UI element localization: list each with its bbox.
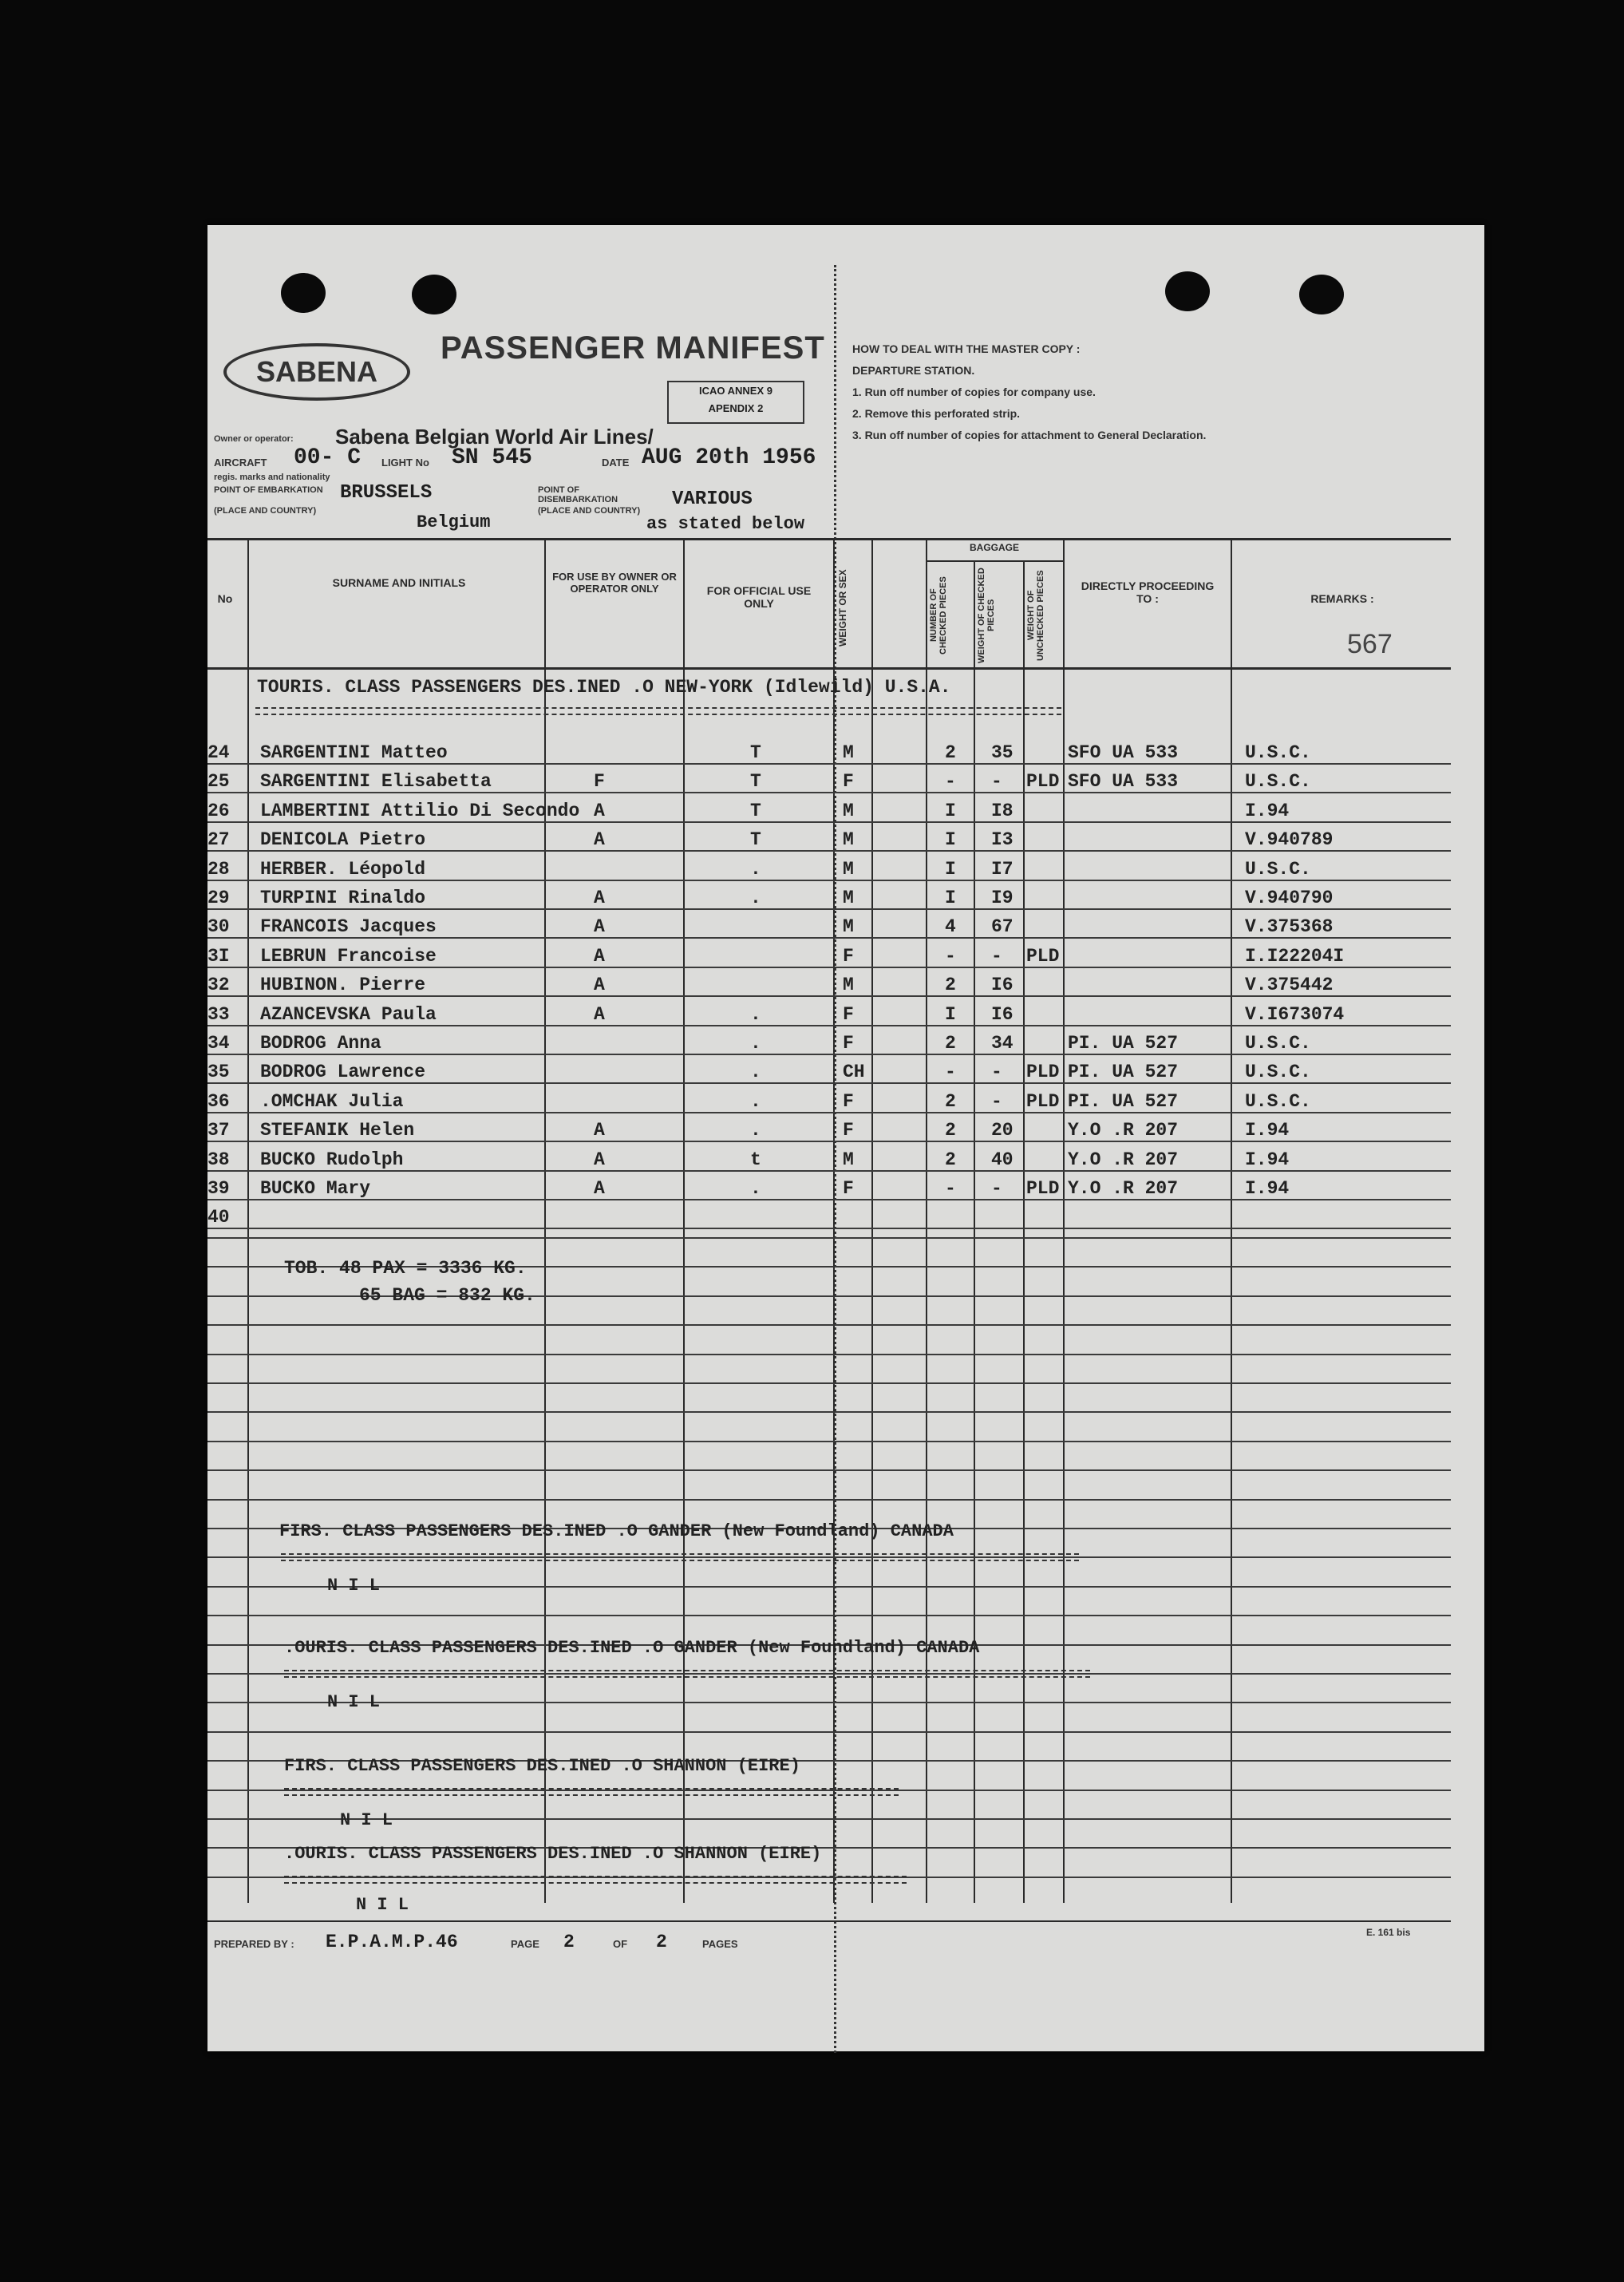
checked-pieces: 2 xyxy=(945,1149,956,1170)
passenger-name: LEBRUN Francoise xyxy=(260,945,437,967)
icao-box xyxy=(667,381,804,424)
passenger-name: AZANCEVSKA Paula xyxy=(260,1003,437,1025)
remarks: V.940790 xyxy=(1245,888,1334,908)
master-copy-instructions xyxy=(852,338,1206,446)
instruction-line: 1. Run off number of copies for company use. xyxy=(852,386,1096,398)
disembark-sub: (PLACE AND COUNTRY) xyxy=(538,506,641,516)
official-use: . xyxy=(750,1033,761,1054)
checked-pieces: 2 xyxy=(945,1033,956,1054)
official-use: . xyxy=(750,1062,761,1083)
row-number: 39 xyxy=(207,1178,230,1199)
col-header-weight-sex: WEIGHT OR SEX xyxy=(837,569,848,647)
blank-row-rule xyxy=(207,1411,1451,1413)
checked-weight: - xyxy=(991,1178,1002,1199)
punch-hole xyxy=(1299,275,1344,314)
checked-weight: - xyxy=(991,1062,1002,1083)
checked-pieces: 2 xyxy=(945,1090,956,1112)
table-row xyxy=(207,823,1452,852)
baggage-rule xyxy=(926,560,1063,562)
date-label: DATE xyxy=(602,457,630,469)
table-row xyxy=(207,1113,1452,1142)
checked-weight: - xyxy=(991,771,1002,793)
official-use: T xyxy=(750,829,761,851)
blank-row-rule xyxy=(207,1382,1451,1384)
section-title-gander-first: FIRS. CLASS PASSENGERS DES.INED .O GANDER (New Foundland) CANADA xyxy=(279,1521,954,1541)
proceeding-to: PI. UA 527 xyxy=(1068,1033,1179,1054)
passenger-name: LAMBERTINI Attilio Di Secondo xyxy=(260,800,580,821)
official-use: . xyxy=(750,858,761,880)
embark-value: BRUSSELS xyxy=(340,482,433,504)
remarks: I.94 xyxy=(1245,800,1290,821)
passenger-name: .OMCHAK Julia xyxy=(260,1090,404,1112)
sabena-logo: SABENA xyxy=(223,343,410,401)
blank-row-rule xyxy=(207,1469,1451,1471)
passenger-name: BUCKO Rudolph xyxy=(260,1149,404,1170)
table-row xyxy=(207,1200,1452,1229)
owner-mark: A xyxy=(594,1003,605,1025)
remarks: U.S.C. xyxy=(1245,1062,1311,1083)
totals-pax: TOB. 48 PAX = 3336 KG. xyxy=(284,1258,527,1279)
remarks: V.375442 xyxy=(1245,975,1334,996)
owner-value: Sabena Belgian World Air Lines/ xyxy=(335,425,654,449)
blank-row-rule xyxy=(207,1586,1451,1588)
col-header-unchecked-weight: WEIGHT OF UNCHECKED PIECES xyxy=(1026,570,1046,661)
checked-weight: I7 xyxy=(991,858,1014,880)
row-number: 40 xyxy=(207,1207,230,1228)
unchecked-weight: PLD xyxy=(1026,1090,1060,1112)
checked-pieces: 2 xyxy=(945,975,956,996)
col-header-surname: SURNAME AND INITIALS xyxy=(332,576,466,589)
instruction-line: 2. Remove this perforated strip. xyxy=(852,407,1021,420)
checked-pieces: I xyxy=(945,1003,956,1025)
proceeding-to: Y.O .R 207 xyxy=(1068,1149,1179,1170)
weight-or-sex: F xyxy=(843,1090,854,1112)
blank-row-rule xyxy=(207,1237,1451,1239)
col-header-official-use: FOR OFFICIAL USE ONLY xyxy=(706,584,812,611)
form-code: E. 161 bis xyxy=(1366,1927,1411,1938)
proceeding-to: SFO UA 533 xyxy=(1068,771,1179,793)
official-use: t xyxy=(750,1149,761,1170)
table-header-rule xyxy=(207,667,1451,670)
table-row xyxy=(207,1172,1452,1200)
of-value: 2 xyxy=(656,1932,667,1952)
weight-or-sex: M xyxy=(843,829,854,851)
table-row xyxy=(207,1085,1452,1113)
table-row xyxy=(207,1143,1452,1172)
row-rule xyxy=(207,1228,1451,1229)
blank-row-rule xyxy=(207,1499,1451,1501)
owner-mark: A xyxy=(594,1178,605,1199)
table-top-rule xyxy=(207,538,1451,540)
checked-pieces: - xyxy=(945,1062,956,1083)
owner-mark: A xyxy=(594,975,605,996)
checked-pieces: 2 xyxy=(945,742,956,763)
section-value: N I L xyxy=(340,1810,393,1830)
remarks: V.I673074 xyxy=(1245,1003,1345,1025)
embark-sub: (PLACE AND COUNTRY) xyxy=(214,506,317,516)
owner-label: Owner or operator: xyxy=(214,434,294,444)
punch-hole xyxy=(412,275,456,314)
weight-or-sex: F xyxy=(843,945,854,967)
disembark-country: as stated below xyxy=(646,514,805,534)
row-number: 34 xyxy=(207,1033,230,1054)
row-number: 25 xyxy=(207,771,230,793)
icao-line2: APENDIX 2 xyxy=(708,402,764,414)
passenger-name: BODROG Anna xyxy=(260,1033,381,1054)
proceeding-to: Y.O .R 207 xyxy=(1068,1178,1179,1199)
owner-mark: A xyxy=(594,829,605,851)
col-header-checked-pieces: NUMBER OF CHECKED PIECES xyxy=(929,576,949,655)
table-row xyxy=(207,910,1452,939)
remarks: U.S.C. xyxy=(1245,1090,1311,1112)
owner-mark: A xyxy=(594,945,605,967)
official-use: T xyxy=(750,742,761,763)
passenger-name: HERBER. Léopold xyxy=(260,858,426,880)
checked-weight: 67 xyxy=(991,916,1014,938)
weight-or-sex: F xyxy=(843,771,854,793)
col-header-checked-weight: WEIGHT OF CHECKED PIECES xyxy=(977,568,997,663)
blank-row-rule xyxy=(207,1354,1451,1355)
proceeding-to: PI. UA 527 xyxy=(1068,1062,1179,1083)
col-header-baggage: BAGGAGE xyxy=(969,542,1019,553)
row-number: 35 xyxy=(207,1062,230,1083)
checked-pieces: 4 xyxy=(945,916,956,938)
unchecked-weight: PLD xyxy=(1026,1178,1060,1199)
proceeding-to: Y.O .R 207 xyxy=(1068,1120,1179,1141)
checked-weight: I6 xyxy=(991,1003,1014,1025)
blank-row-rule xyxy=(207,1702,1451,1703)
section-title-shannon-first: FIRS. CLASS PASSENGERS DES.INED .O SHANNON (EIRE) xyxy=(284,1756,800,1776)
section-underline xyxy=(284,1788,899,1796)
table-row xyxy=(207,765,1452,793)
row-number: 36 xyxy=(207,1090,230,1112)
checked-weight: I6 xyxy=(991,975,1014,996)
remarks: I.94 xyxy=(1245,1178,1290,1199)
aircraft-label: AIRCRAFT xyxy=(214,457,267,469)
punch-hole xyxy=(281,273,326,313)
owner-mark: A xyxy=(594,800,605,821)
section-value: N I L xyxy=(327,1576,381,1596)
flight-value: SN 545 xyxy=(452,445,532,470)
remarks: V.940789 xyxy=(1245,829,1334,851)
passenger-name: DENICOLA Pietro xyxy=(260,829,426,851)
checked-pieces: I xyxy=(945,888,956,908)
row-number: 37 xyxy=(207,1120,230,1141)
checked-weight: 20 xyxy=(991,1120,1014,1141)
weight-or-sex: F xyxy=(843,1003,854,1025)
owner-mark: A xyxy=(594,1120,605,1141)
official-use: . xyxy=(750,1120,761,1141)
date-value: AUG 20th 1956 xyxy=(642,445,816,470)
checked-weight: - xyxy=(991,945,1002,967)
col-header-no: No xyxy=(217,592,233,605)
official-use: . xyxy=(750,1178,761,1199)
passenger-name: BODROG Lawrence xyxy=(260,1062,426,1083)
section-underline xyxy=(284,1670,1090,1678)
weight-or-sex: F xyxy=(843,1120,854,1141)
weight-or-sex: F xyxy=(843,1033,854,1054)
official-use: . xyxy=(750,1003,761,1025)
table-row xyxy=(207,852,1452,881)
owner-mark: A xyxy=(594,916,605,938)
row-number: 28 xyxy=(207,858,230,880)
table-row xyxy=(207,1055,1452,1084)
weight-or-sex: M xyxy=(843,916,854,938)
weight-or-sex: M xyxy=(843,858,854,880)
checked-weight: I9 xyxy=(991,888,1014,908)
page-label: PAGE xyxy=(511,1938,539,1950)
flight-label: LIGHT No xyxy=(381,457,429,469)
checked-pieces: I xyxy=(945,800,956,821)
page-value: 2 xyxy=(563,1932,575,1952)
checked-pieces: - xyxy=(945,945,956,967)
row-number: 24 xyxy=(207,742,230,763)
checked-pieces: - xyxy=(945,771,956,793)
unchecked-weight: PLD xyxy=(1026,1062,1060,1083)
disembark-label: POINT OF DISEMBARKATION xyxy=(538,485,618,504)
table-row xyxy=(207,736,1452,765)
checked-weight: 40 xyxy=(991,1149,1014,1170)
table-row xyxy=(207,881,1452,910)
official-use: . xyxy=(750,1090,761,1112)
weight-or-sex: CH xyxy=(843,1062,865,1083)
regis-label: regis. marks and nationality xyxy=(214,473,330,482)
row-number: 3I xyxy=(207,945,230,967)
checked-weight: 35 xyxy=(991,742,1014,763)
totals-bag: 65 BAG = 832 KG. xyxy=(359,1285,535,1306)
blank-row-rule xyxy=(207,1731,1451,1733)
row-number: 26 xyxy=(207,800,230,821)
section-title-newyork: TOURIS. CLASS PASSENGERS DES.INED .O NEW-YORK (Idlewild) U.S.A. xyxy=(257,677,951,698)
table-row xyxy=(207,794,1452,823)
section-title-shannon-tourist: .OURIS. CLASS PASSENGERS DES.INED .O SHANNON (EIRE) xyxy=(284,1844,822,1864)
checked-pieces: 2 xyxy=(945,1120,956,1141)
passenger-name: SARGENTINI Elisabetta xyxy=(260,771,492,793)
passenger-name: STEFANIK Helen xyxy=(260,1120,415,1141)
passenger-name: HUBINON. Pierre xyxy=(260,975,426,996)
of-label: OF xyxy=(613,1938,628,1950)
weight-or-sex: M xyxy=(843,888,854,908)
official-use: . xyxy=(750,888,761,908)
proceeding-to: SFO UA 533 xyxy=(1068,742,1179,763)
table-row xyxy=(207,1026,1452,1055)
aircraft-value: 00- C xyxy=(294,445,362,470)
prepared-value: E.P.A.M.P.46 xyxy=(326,1932,458,1952)
icao-line1: ICAO ANNEX 9 xyxy=(699,385,772,397)
section-underline xyxy=(284,1876,907,1884)
manifest-page xyxy=(207,225,1484,2051)
row-number: 32 xyxy=(207,975,230,996)
col-header-remarks: REMARKS : xyxy=(1310,592,1374,605)
col-header-proceeding: DIRECTLY PROCEEDING TO : xyxy=(1081,579,1215,606)
section-title-gander-tourist: .OURIS. CLASS PASSENGERS DES.INED .O GANDER (New Foundland) CANADA xyxy=(284,1638,980,1658)
row-number: 38 xyxy=(207,1149,230,1170)
passenger-name: BUCKO Mary xyxy=(260,1178,371,1199)
checked-weight: I3 xyxy=(991,829,1014,851)
weight-or-sex: M xyxy=(843,742,854,763)
page-title: PASSENGER MANIFEST xyxy=(441,330,825,366)
weight-or-sex: M xyxy=(843,1149,854,1170)
remarks: U.S.C. xyxy=(1245,858,1311,880)
checked-weight: 34 xyxy=(991,1033,1014,1054)
proceeding-to: PI. UA 527 xyxy=(1068,1090,1179,1112)
weight-or-sex: M xyxy=(843,975,854,996)
remarks: I.94 xyxy=(1245,1120,1290,1141)
checked-pieces: I xyxy=(945,829,956,851)
checked-pieces: - xyxy=(945,1178,956,1199)
unchecked-weight: PLD xyxy=(1026,945,1060,967)
remarks: V.375368 xyxy=(1245,916,1334,938)
remarks: I.94 xyxy=(1245,1149,1290,1170)
passenger-name: TURPINI Rinaldo xyxy=(260,888,426,908)
footer-rule xyxy=(207,1920,1451,1922)
weight-or-sex: F xyxy=(843,1178,854,1199)
prepared-label: PREPARED BY : xyxy=(214,1938,294,1950)
official-use: T xyxy=(750,800,761,821)
owner-mark: F xyxy=(594,771,605,793)
instruction-line: 3. Run off number of copies for attachment to General Declaration. xyxy=(852,429,1207,441)
owner-mark: A xyxy=(594,888,605,908)
stamp-number: 567 xyxy=(1347,629,1393,659)
section-value: N I L xyxy=(356,1895,409,1915)
remarks: U.S.C. xyxy=(1245,1033,1311,1054)
table-row xyxy=(207,998,1452,1026)
remarks: I.I22204I xyxy=(1245,945,1345,967)
col-header-owner-use: FOR USE BY OWNER OR OPERATOR ONLY xyxy=(552,571,677,595)
section-value: N I L xyxy=(327,1692,381,1712)
blank-row-rule xyxy=(207,1615,1451,1616)
blank-row-rule xyxy=(207,1818,1451,1820)
blank-row-rule xyxy=(207,1324,1451,1326)
row-number: 30 xyxy=(207,916,230,938)
checked-pieces: I xyxy=(945,858,956,880)
disembark-value: VARIOUS xyxy=(672,488,753,510)
section-underline xyxy=(281,1553,1079,1561)
remarks: U.S.C. xyxy=(1245,771,1311,793)
blank-row-rule xyxy=(207,1441,1451,1442)
checked-weight: I8 xyxy=(991,800,1014,821)
table-row xyxy=(207,968,1452,997)
row-number: 29 xyxy=(207,888,230,908)
weight-or-sex: M xyxy=(843,800,854,821)
passenger-name: FRANCOIS Jacques xyxy=(260,916,437,938)
remarks: U.S.C. xyxy=(1245,742,1311,763)
row-number: 33 xyxy=(207,1003,230,1025)
owner-mark: A xyxy=(594,1149,605,1170)
punch-hole xyxy=(1165,271,1210,311)
official-use: T xyxy=(750,771,761,793)
unchecked-weight: PLD xyxy=(1026,771,1060,793)
instruction-line: DEPARTURE STATION. xyxy=(852,364,975,377)
embark-label: POINT OF EMBARKATION xyxy=(214,485,323,495)
pages-label: PAGES xyxy=(702,1938,738,1950)
embark-country: Belgium xyxy=(417,512,491,532)
section-underline xyxy=(255,707,1061,715)
table-row xyxy=(207,939,1452,968)
row-number: 27 xyxy=(207,829,230,851)
instruction-line: HOW TO DEAL WITH THE MASTER COPY : xyxy=(852,342,1081,355)
checked-weight: - xyxy=(991,1090,1002,1112)
passenger-name: SARGENTINI Matteo xyxy=(260,742,448,763)
